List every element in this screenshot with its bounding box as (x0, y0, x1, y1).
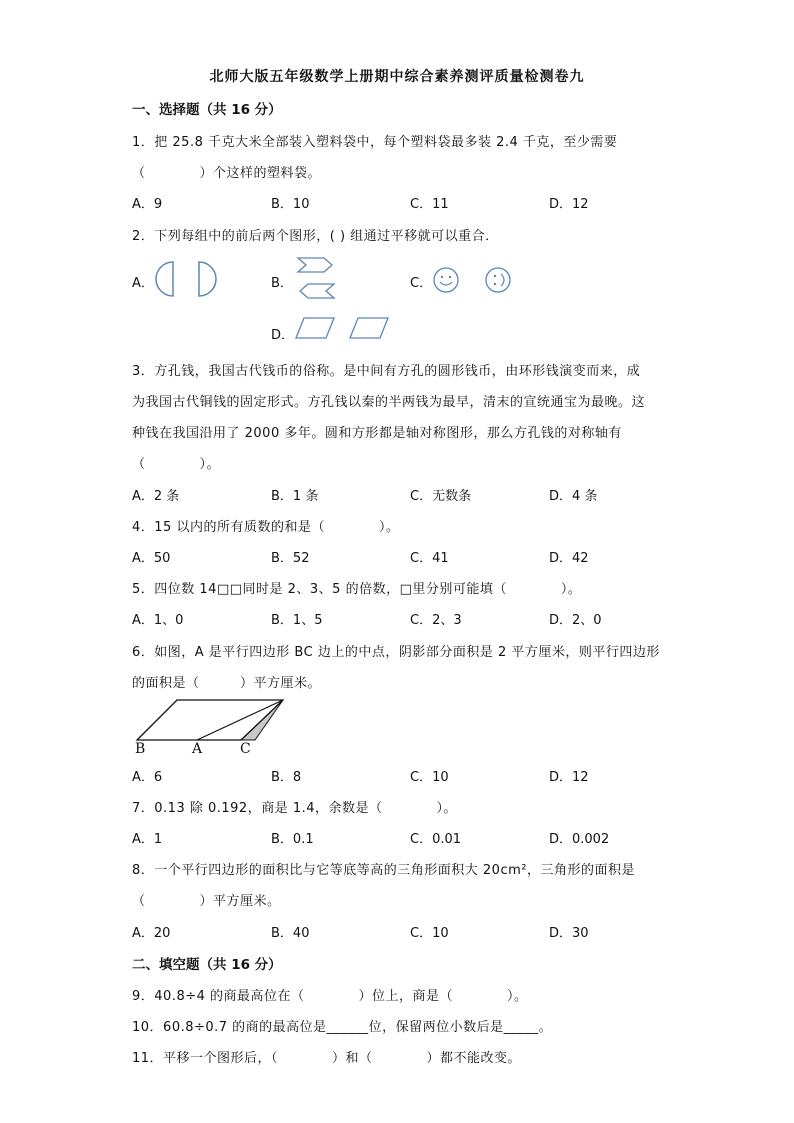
question-1-text: 1．把 25.8 千克大米全部装入塑料袋中，每个塑料袋最多装 2.4 千克，至少需要 (132, 135, 618, 150)
question-11-text: 11．平移一个图形后，（ ）和（ ）都不能改变。 (132, 1051, 522, 1066)
question-8-text: 8．一个平行四边形的面积比与它等底等高的三角形面积大 20cm²，三角形的面积是 (132, 863, 635, 878)
q8-option-b[interactable]: B．40 (271, 926, 310, 941)
q5-option-c[interactable]: C．2、3 (410, 613, 462, 628)
section-heading-choice: 一、选择题（共 16 分） (132, 102, 282, 118)
arrow-flags-figure (294, 254, 338, 304)
q7-option-b[interactable]: B．0.1 (271, 832, 314, 847)
question-3-text-cont3: （ ）。 (132, 457, 221, 472)
q6-option-b[interactable]: B．8 (271, 770, 302, 785)
q4-option-b[interactable]: B．52 (271, 551, 310, 566)
q4-option-c[interactable]: C．41 (410, 551, 449, 566)
q5-option-b[interactable]: B．1、5 (271, 613, 323, 628)
q6-option-c[interactable]: C．10 (410, 770, 449, 785)
question-9-text: 9．40.8÷4 的商最高位在（ ）位上，商是（ ）。 (132, 989, 528, 1004)
q3-option-b[interactable]: B．1 条 (271, 489, 319, 504)
question-3-text-cont1: 为我国古代铜钱的固定形式。方孔钱以秦的半两钱为最早，清末的宣统通宝为最晚。这 (132, 395, 646, 410)
q8-option-d[interactable]: D．30 (549, 926, 589, 941)
q5-option-a[interactable]: A．1、0 (132, 613, 184, 628)
q7-option-c[interactable]: C．0.01 (410, 832, 462, 847)
question-7-text: 7．0.13 除 0.192，商是 1.4，余数是（ ）。 (132, 801, 458, 816)
q4-option-a[interactable]: A．50 (132, 551, 171, 566)
q1-option-c[interactable]: C．11 (410, 197, 449, 212)
q1-option-b[interactable]: B．10 (271, 197, 310, 212)
q1-option-d[interactable]: D．12 (549, 197, 589, 212)
q7-option-d[interactable]: D．0.002 (549, 832, 610, 847)
half-circles-figure (153, 258, 219, 300)
q2-option-d[interactable]: D． (271, 328, 295, 343)
q8-option-c[interactable]: C．10 (410, 926, 449, 941)
q5-option-d[interactable]: D．2、0 (549, 613, 602, 628)
point-b-label: B (135, 741, 146, 757)
q4-option-d[interactable]: D．42 (549, 551, 589, 566)
section-heading-fill: 二、填空题（共 16 分） (132, 957, 282, 973)
question-1-text-cont: （ ）个这样的塑料袋。 (132, 166, 322, 181)
q2-option-c[interactable]: C． (410, 276, 433, 291)
smiley-faces-figure (430, 264, 514, 296)
q8-option-a[interactable]: A．20 (132, 926, 171, 941)
q3-option-c[interactable]: C．无数条 (410, 489, 472, 504)
q3-option-a[interactable]: A．2 条 (132, 489, 180, 504)
q2-option-b[interactable]: B． (271, 276, 293, 291)
question-10-text: 10．60.8÷0.7 的商的最高位是______位，保留两位小数后是_____。 (132, 1020, 553, 1035)
question-3-text-cont2: 种钱在我国沿用了 2000 多年。圆和方形都是轴对称图形，那么方孔钱的对称轴有 (132, 426, 622, 441)
q6-option-d[interactable]: D．12 (549, 770, 589, 785)
q6-option-a[interactable]: A．6 (132, 770, 163, 785)
point-c-label: C (240, 741, 251, 757)
question-6-text: 6．如图，A 是平行四边形 BC 边上的中点，阴影部分面积是 2 平方厘米，则平行四边形 (132, 645, 660, 660)
parallelograms-figure (294, 316, 390, 342)
q7-option-a[interactable]: A．1 (132, 832, 163, 847)
point-a-label: A (192, 741, 203, 757)
question-8-text-cont: （ ）平方厘米。 (132, 894, 281, 909)
question-2-text: 2．下列每组中的前后两个图形，( ) 组通过平移就可以重合． (132, 229, 499, 244)
question-6-text-cont: 的面积是（ ）平方厘米。 (132, 676, 322, 691)
parallelogram-shaded-figure (135, 698, 290, 744)
q1-option-a[interactable]: A．9 (132, 197, 163, 212)
q3-option-d[interactable]: D．4 条 (549, 489, 598, 504)
question-5-text: 5．四位数 14□□同时是 2、3、5 的倍数，□里分别可能填（ ）。 (132, 582, 582, 597)
question-4-text: 4．15 以内的所有质数的和是（ ）。 (132, 520, 400, 535)
page-title: 北师大版五年级数学上册期中综合素养测评质量检测卷九 (209, 69, 585, 85)
q2-option-a[interactable]: A． (132, 276, 154, 291)
question-3-text: 3．方孔钱，我国古代钱币的俗称。是中间有方孔的圆形钱币，由环形钱演变而来，成 (132, 364, 641, 379)
